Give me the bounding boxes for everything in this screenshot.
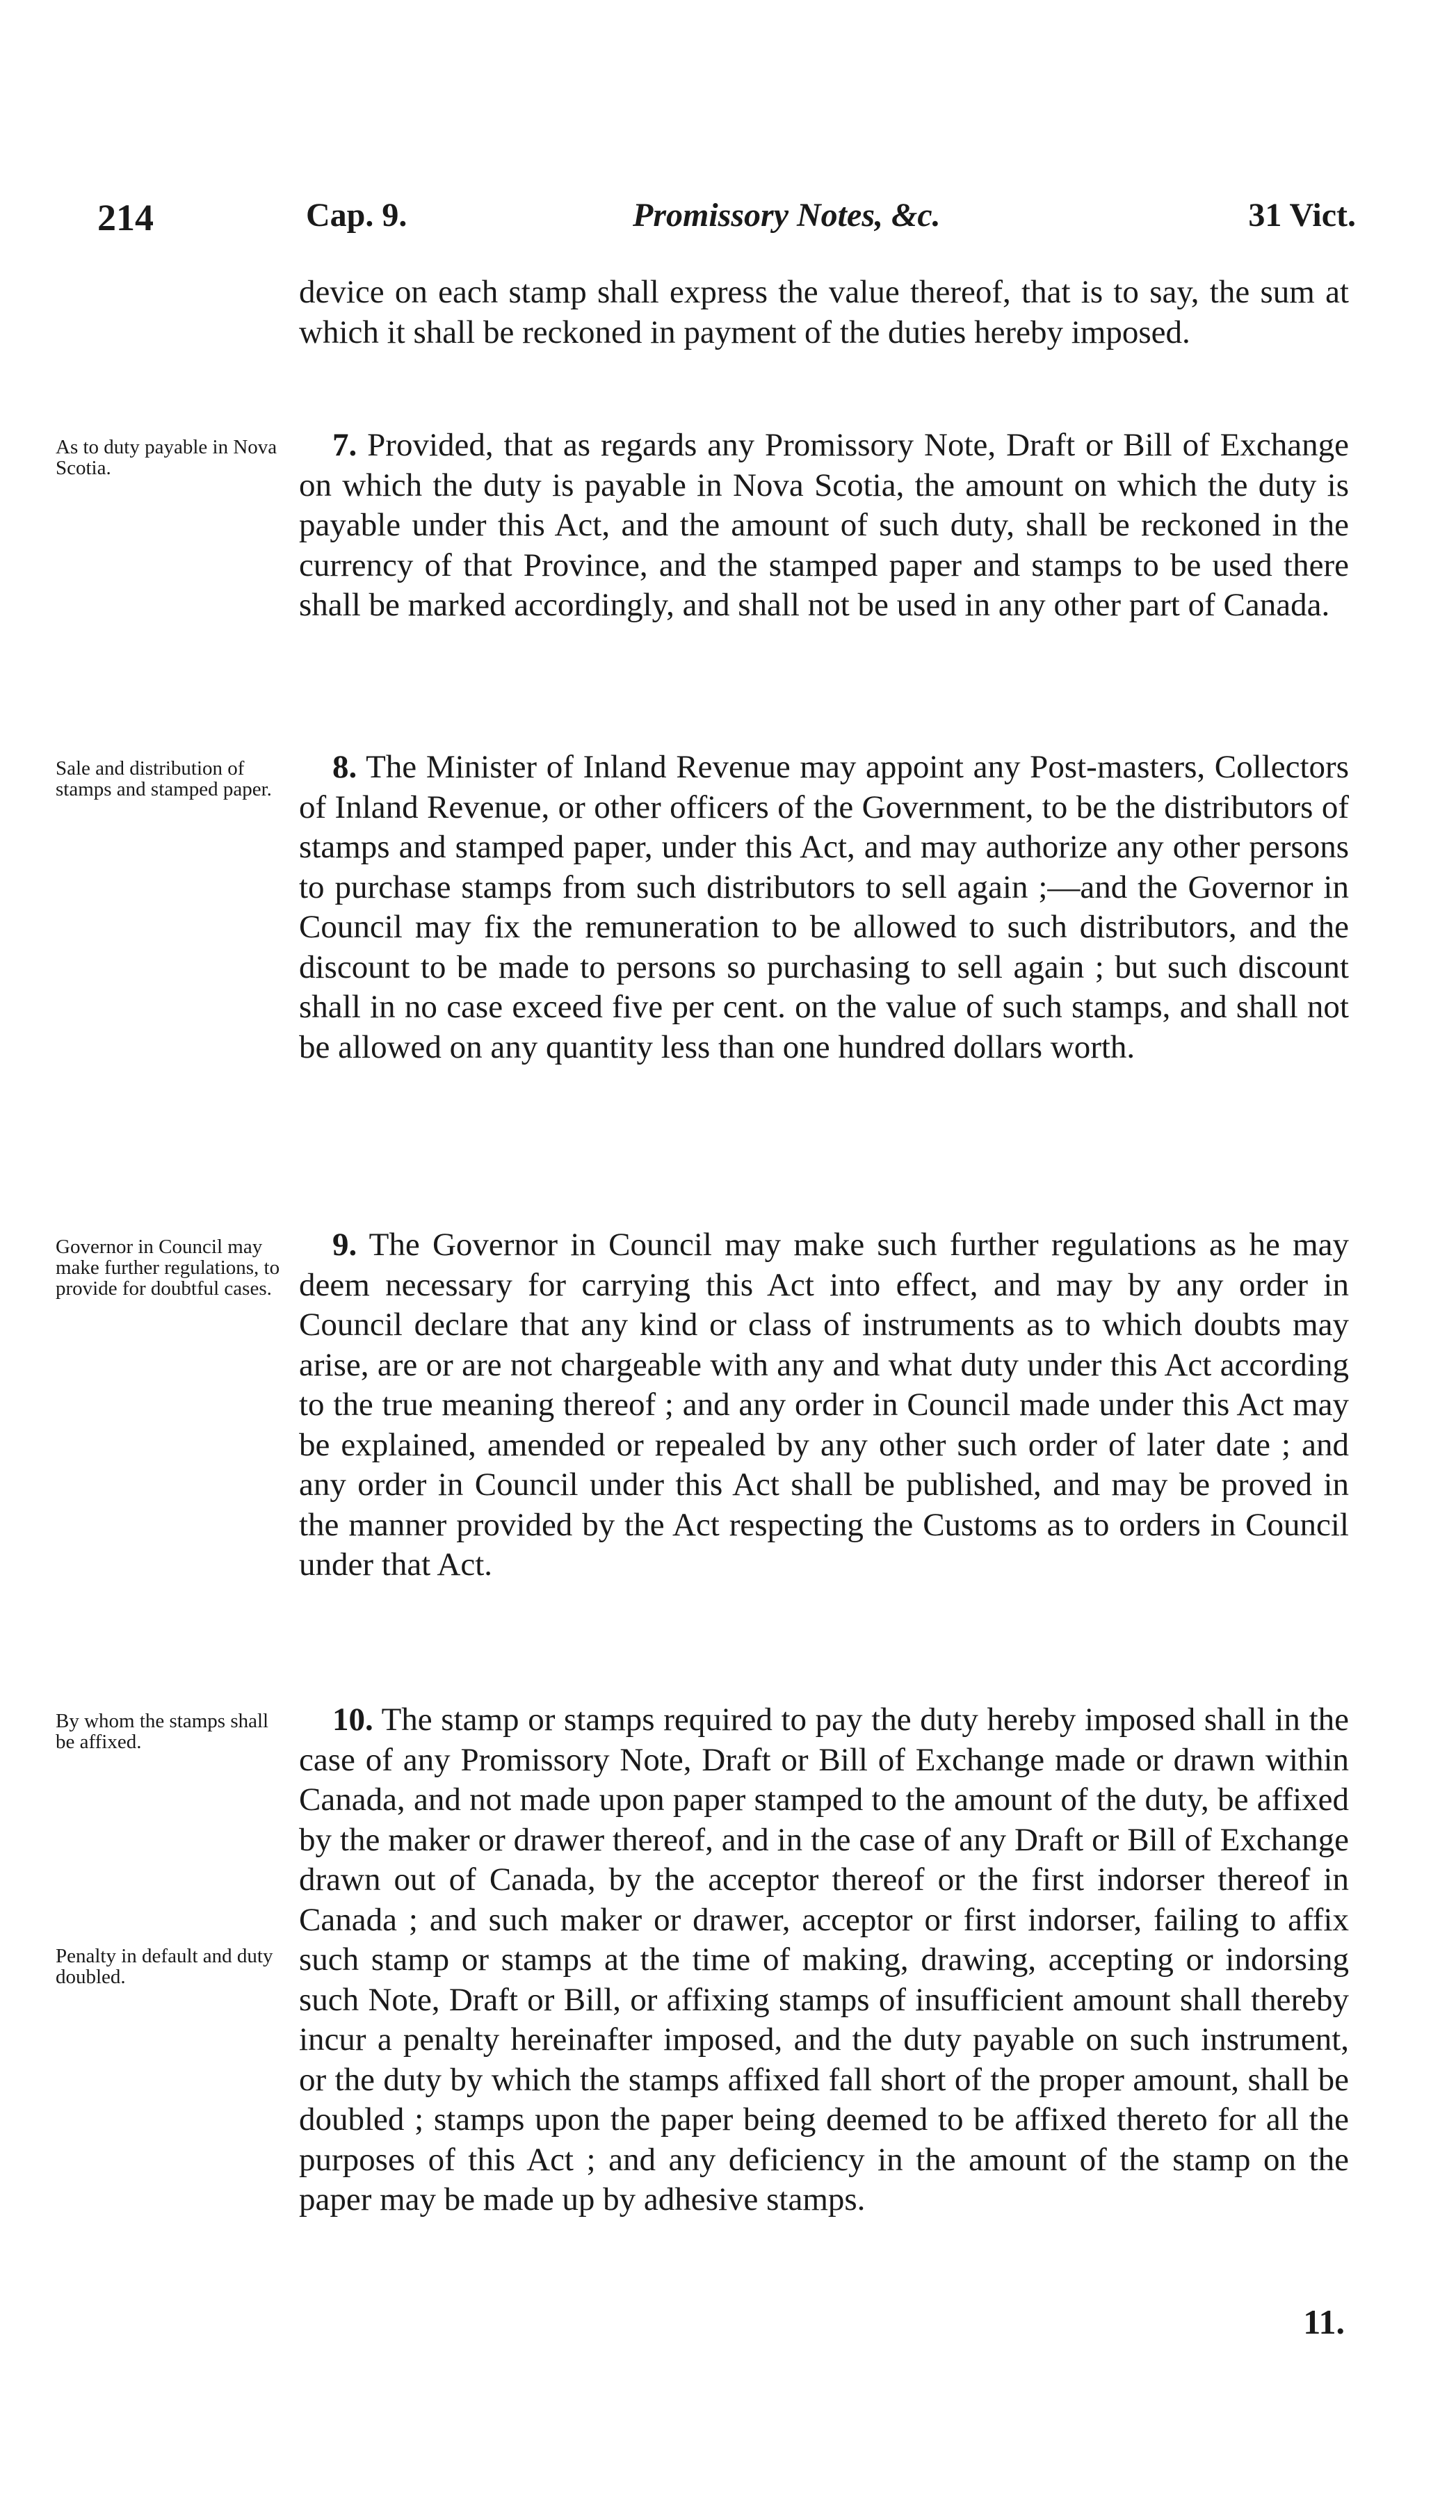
running-title: Promissory Notes, &c. [633, 197, 941, 234]
page-number: 214 [97, 197, 154, 239]
margin-note-section-7: As to duty payable in Nova Scotia. [56, 436, 277, 479]
section-10 [299, 1700, 1349, 2220]
section-number: 9. [332, 1227, 357, 1263]
section-number: 8. [332, 749, 357, 785]
chapter-label: Cap. 9. [306, 197, 407, 234]
running-header [97, 196, 1356, 245]
section-8 [299, 748, 1349, 1067]
margin-note-section-10a: By whom the stamps shall be affixed. [56, 1710, 269, 1753]
margin-note-section-8: Sale and distribution of stamps and stamped paper. [56, 757, 272, 800]
section-number: 10. [332, 1702, 373, 1738]
section-7 [299, 426, 1349, 626]
margin-note-section-9: Governor in Council may make further regulations, to provide for doubtful cases. [56, 1236, 280, 1300]
margin-note-section-10b: Penalty in default and duty doubled. [56, 1945, 273, 1988]
section-text: The stamp or stamps required to pay the duty hereby imposed shall in the case of any Promissory Note, Draft or Bill of Exchange made or drawn within Canada, and not made upon paper stamped to the amount of the duty, be affixed by the maker or drawer thereof, and in the case of any Draft or Bill of Exchange drawn out of Canada, by the acceptor thereof or the first indorser thereof in Canada ; and such maker or drawer, acceptor or first indorser, failing to affix such stamp or stamps at the time of making, drawing, accepting or indorsing such Note, Draft or Bill, or affixing stamps of insufficient amount shall thereby incur a penalty hereinafter imposed, and the duty payable on such instrument, or the duty by which the stamps affixed fall short of the proper amount, shall be doubled ; stamps upon the paper being deemed to be affixed thereto for all the purposes of this Act ; and any deficiency in the amount of the stamp on the paper may be made up by adhesive stamps. [299, 1702, 1349, 2218]
section-number: 7. [332, 427, 357, 463]
section-9 [299, 1225, 1349, 1585]
continuation-text: device on each stamp shall express the value thereof, that is to say, the sum at which it shall be reckoned in payment of the duties hereby imposed. [299, 274, 1349, 350]
section-text: The Minister of Inland Revenue may appoint any Post-masters, Collectors of Inland Revenue, or other officers of the Government, to be the distributors of stamps and stamped paper, under this Act, and may authorize any other persons to purchase stamps from such distributors to sell again ;—and the Governor in Council may fix the remuneration to be allowed to such distributors, and the discount to be made to persons so purchasing to sell again ; but such discount shall in no case exceed five per cent. on the value of such stamps, and shall not be allowed on any quantity less than one hundred dollars worth. [299, 749, 1349, 1065]
section-text: The Governor in Council may make such further regulations as he may deem necessary for carrying this Act into effect, and may by any order in Council declare that any kind or class of instruments as to which doubts may arise, are or are not chargeable with any and what duty under this Act according to the true meaning thereof ; and any order in Council made under this Act may be explained, amended or repealed by any other such order of later date ; and any order in Council under this Act shall be published, and may be proved in the manner provided by the Act respecting the Customs as to orders in Council under that Act. [299, 1227, 1349, 1583]
reign-label: 31 Vict. [1248, 197, 1356, 234]
continuation-paragraph [299, 273, 1349, 353]
section-text: Provided, that as regards any Promissory Note, Draft or Bill of Exchange on which the duty is payable in Nova Scotia, the amount on which the duty is payable under this Act, and the amount of such duty, shall be reckoned in the currency of that Province, and the stamped paper and stamps to be used there shall be marked accordingly, and shall not be used in any other part of Canada. [299, 427, 1350, 623]
catchword: 11. [1303, 2302, 1345, 2341]
